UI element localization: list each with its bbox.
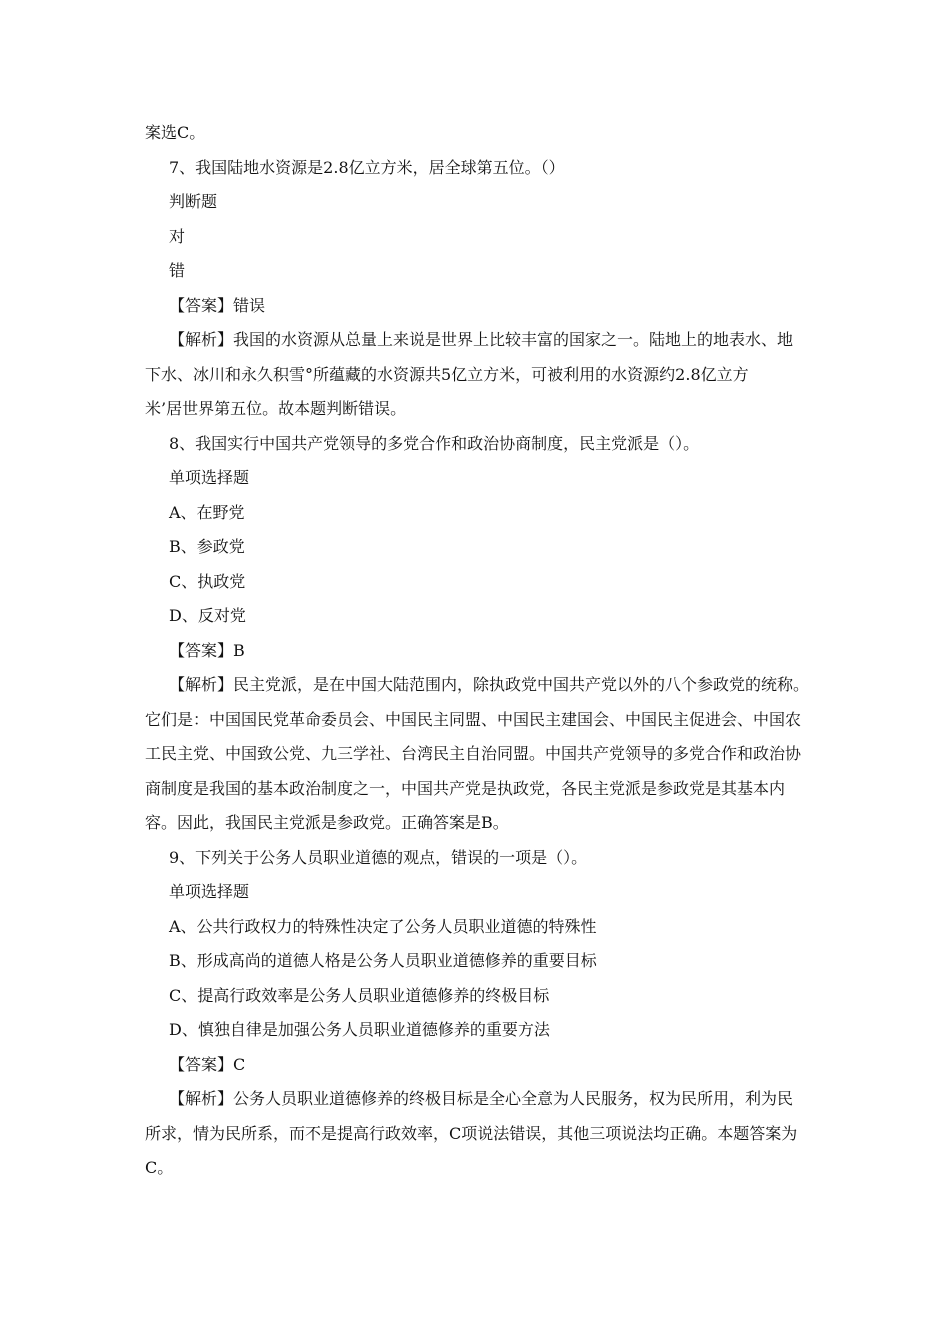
question-8-explanation: 商制度是我国的基本政治制度之一，中国共产党是执政党，各民主党派是参政党是其基本内 <box>145 778 786 798</box>
question-9-type: 单项选择题 <box>169 882 250 901</box>
question-9-option-a: A、公共行政权力的特殊性决定了公务人员职业道德的特殊性 <box>169 916 597 936</box>
document-content <box>145 116 813 1186</box>
question-7-option-false: 错 <box>169 261 186 280</box>
question-8-option-d: D、反对党 <box>169 606 246 625</box>
question-8-option-c: C、执政党 <box>169 571 246 591</box>
question-9-option-d: D、慎独自律是加强公务人员职业道德修养的重要方法 <box>169 1020 550 1039</box>
question-7-explanation: 下水、冰川和永久积雪°所蕴藏的水资源共5亿立方米，可被利用的水资源约2.8亿立方 <box>145 364 749 384</box>
question-7-type: 判断题 <box>169 192 218 211</box>
question-9-option-c: C、提高行政效率是公务人员职业道德修养的终极目标 <box>169 985 550 1005</box>
question-8-explanation: 工民主党、中国致公党、九三学社、台湾民主自治同盟。中国共产党领导的多党合作和政治协 <box>145 744 802 763</box>
text-line: 案选C。 <box>145 123 206 142</box>
question-9: 9、下列关于公务人员职业道德的观点，错误的一项是（）。 <box>169 847 588 867</box>
question-8-type: 单项选择题 <box>169 468 250 487</box>
question-8-option-b: B、参政党 <box>169 537 245 556</box>
question-9-explanation: 所求，情为民所系，而不是提高行政效率，C项说法错误，其他三项说法均正确。本题答案为 <box>145 1123 798 1143</box>
question-8-explanation: 它们是：中国国民党革命委员会、中国民主同盟、中国民主建国会、中国民主促进会、中国农 <box>145 709 802 729</box>
question-7-explanation: 【解析】我国的水资源从总量上来说是世界上比较丰富的国家之一。陆地上的地表水、地 <box>169 330 794 349</box>
question-9-option-b: B、形成高尚的道德人格是公务人员职业道德修养的重要目标 <box>169 951 597 970</box>
question-8-answer: 【答案】B <box>169 640 245 660</box>
question-8-option-a: A、在野党 <box>169 502 245 522</box>
question-7: 7、我国陆地水资源是2.8亿立方米，居全球第五位。（） <box>169 157 565 177</box>
question-8: 8、我国实行中国共产党领导的多党合作和政治协商制度，民主党派是（）。 <box>169 433 700 453</box>
question-8-explanation: 容。因此，我国民主党派是参政党。正确答案是B。 <box>145 813 509 832</box>
question-7-option-true: 对 <box>169 226 186 246</box>
question-7-answer: 【答案】错误 <box>169 295 266 315</box>
question-8-explanation: 【解析】民主党派，是在中国大陆范围内，除执政党中国共产党以外的八个参政党的统称。 <box>169 675 810 694</box>
question-7-explanation: 米’居世界第五位。故本题判断错误。 <box>145 399 407 418</box>
question-9-explanation: 【解析】公务人员职业道德修养的终极目标是全心全意为人民服务，权为民所用，利为民 <box>169 1089 794 1108</box>
question-9-answer: 【答案】C <box>169 1054 246 1074</box>
question-9-explanation: C。 <box>145 1158 174 1177</box>
